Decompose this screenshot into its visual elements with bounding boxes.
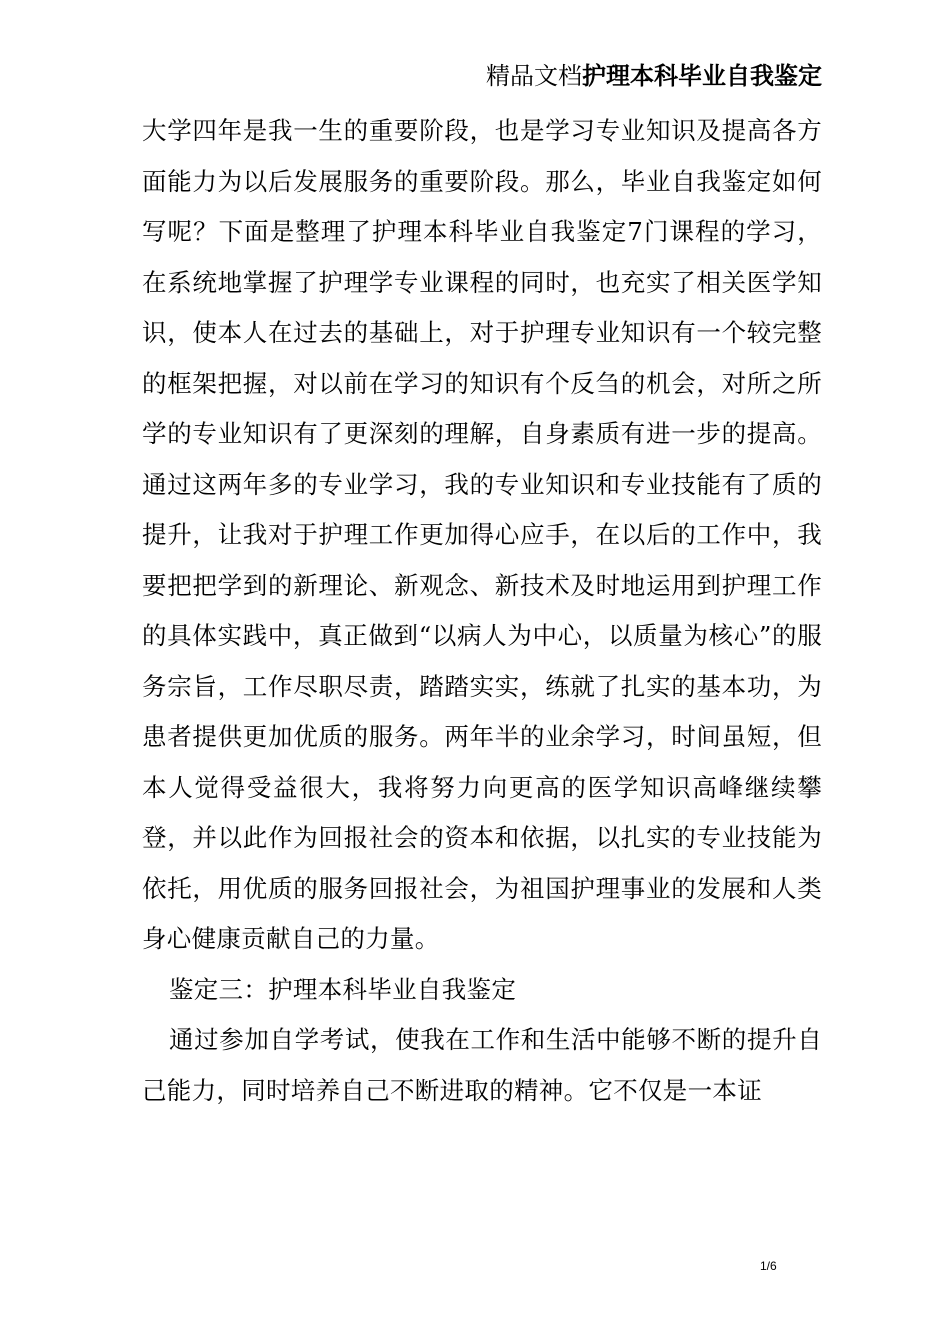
header-prefix: 精品文档 bbox=[486, 62, 582, 90]
body-paragraph-2: 通过参加自学考试，使我在工作和生活中能够不断的提升自己能力，同时培养自己不断进取的精神。它不仅是一本证 bbox=[142, 1025, 822, 1105]
document-body bbox=[142, 106, 822, 1116]
section-heading: 鉴定三：护理本科毕业自我鉴定 bbox=[168, 974, 517, 1004]
page-number: 1/6 bbox=[760, 1259, 777, 1273]
page-header bbox=[486, 58, 822, 94]
document-title: 护理本科毕业自我鉴定 bbox=[582, 62, 822, 90]
body-paragraph-1: 大学四年是我一生的重要阶段，也是学习专业知识及提高各方面能力为以后发展服务的重要阶段。那么，毕业自我鉴定如何写呢？下面是整理了护理本科毕业自我鉴定7门课程的学习，在系统地掌握了护理学专业课程的同时，也充实了相关医学知识，使本人在过去的基础上，对于护理专业知识有一个较完整的框架把握，对以前在学习的知识有个反刍的机会，对所之所学的专业知识有了更深刻的理解，自身素质有进一步的提高。通过这两年多的专业学习，我的专业知识和专业技能有了质的提升，让我对于护理工作更加得心应手，在以后的工作中，我要把把学到的新理论、新观念、新技术及时地运用到护理工作的具体实践中，真正做到“以病人为中心，以质量为核心”的服务宗旨，工作尽职尽责，踏踏实实，练就了扎实的基本功，为患者提供更加优质的服务。两年半的业余学习，时间虽短，但本人觉得受益很大，我将努力向更高的医学知识高峰继续攀登，并以此作为回报社会的资本和依据，以扎实的专业技能为依托，用优质的服务回报社会，为祖国护理事业的发展和人类身心健康贡献自己的力量。 bbox=[142, 116, 822, 953]
